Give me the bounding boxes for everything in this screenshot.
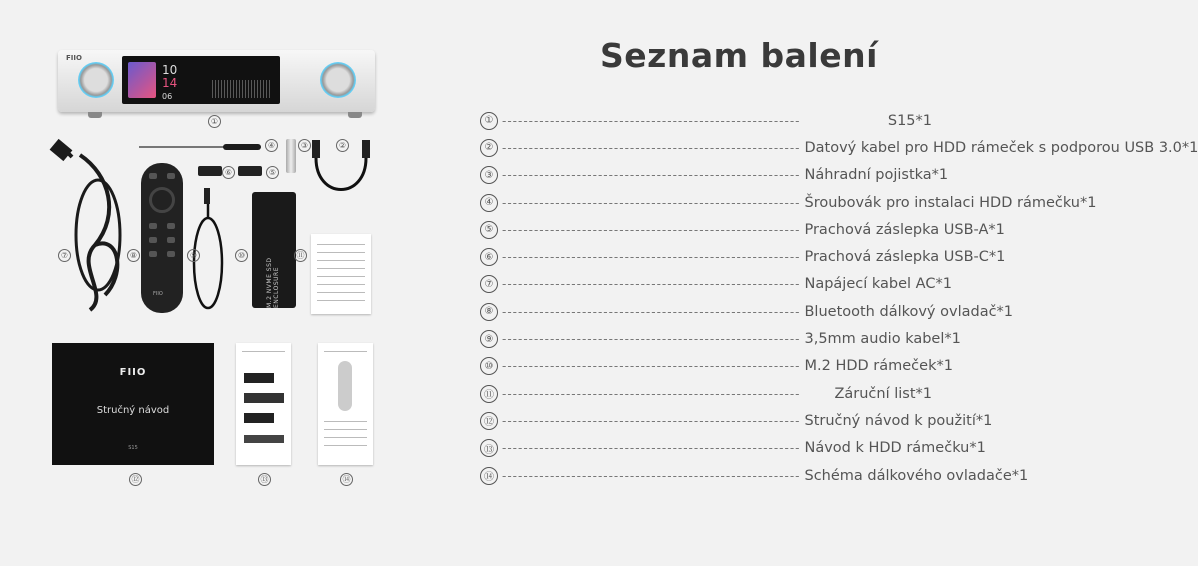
leader-dashes: --------------------------------------------------------	[502, 413, 801, 428]
remote-logo: FIIO	[153, 291, 163, 297]
m2-hdd-enclosure	[252, 192, 296, 308]
leader-dashes: --------------------------------------------------------	[502, 195, 801, 210]
screwdriver	[139, 144, 261, 150]
waveform	[212, 80, 272, 98]
item-label: Prachová záslepka USB-A*1	[804, 221, 1005, 238]
spare-fuse	[286, 139, 296, 173]
callout-3: ③	[298, 139, 311, 152]
leader-dashes: --------------------------------------------------------	[502, 304, 801, 319]
item-number: ⑦	[480, 275, 498, 293]
left-knob	[78, 62, 114, 98]
package-list-item	[480, 380, 932, 407]
package-list-item	[480, 162, 949, 189]
device-foot-left	[88, 112, 102, 118]
booklet-caption: Stručný návod	[96, 405, 170, 416]
item-number: ⑬	[480, 439, 498, 457]
package-list-item	[480, 298, 1014, 325]
package-list-item	[480, 134, 1198, 161]
item-label: Šroubovák pro instalaci HDD rámečku*1	[804, 194, 1097, 211]
callout-8: ⑧	[127, 249, 140, 262]
leader-dashes: --------------------------------------------------------	[502, 140, 801, 155]
booklet-brand: FIIO	[119, 367, 147, 378]
album-art	[128, 62, 156, 98]
callout-5: ⑤	[266, 166, 279, 179]
item-label: Napájecí kabel AC*1	[804, 276, 952, 293]
callout-4: ④	[265, 139, 278, 152]
package-list	[480, 107, 1198, 489]
item-number: ⑧	[480, 303, 498, 321]
package-list-item	[480, 435, 986, 462]
s15-device	[58, 50, 375, 112]
item-label: Bluetooth dálkový ovladač*1	[804, 303, 1014, 320]
item-number: ⑭	[480, 467, 498, 485]
callout-2: ②	[336, 139, 349, 152]
item-label: Stručný návod k použití*1	[804, 412, 993, 429]
item-number: ⑥	[480, 248, 498, 266]
callout-7: ⑦	[58, 249, 71, 262]
item-label: 3,5mm audio kabel*1	[804, 331, 961, 348]
package-list-item	[480, 325, 961, 352]
package-list-item	[480, 271, 952, 298]
device-foot-right	[348, 112, 362, 118]
item-number: ⑩	[480, 357, 498, 375]
leader-dashes: --------------------------------------------------------	[502, 277, 801, 292]
page-title: Seznam balení	[600, 36, 878, 75]
quick-guide-booklet	[52, 343, 214, 465]
callout-14: ⑭	[340, 473, 353, 486]
item-label: M.2 HDD rámeček*1	[804, 358, 953, 375]
item-label: Datový kabel pro HDD rámeček s podporou USB 3.0*1	[804, 139, 1198, 156]
usb-c-dust-plug	[198, 166, 222, 176]
package-list-item	[480, 462, 1029, 489]
item-label: Záruční list*1	[834, 385, 932, 402]
leader-dashes: --------------------------------------------------------	[502, 359, 801, 374]
leader-dashes: --------------------------------------------------------	[502, 386, 801, 401]
callout-9: ⑨	[187, 249, 200, 262]
leader-dashes: --------------------------------------------------------	[502, 168, 801, 183]
leader-dashes: --------------------------------------------------------	[502, 468, 801, 483]
booklet-model: S15	[128, 445, 138, 451]
callout-11: ⑪	[294, 249, 307, 262]
package-list-item	[480, 407, 993, 434]
item-label: Schéma dálkového ovladače*1	[804, 467, 1029, 484]
leader-dashes: --------------------------------------------------------	[502, 222, 801, 237]
right-knob	[320, 62, 356, 98]
item-number: ③	[480, 166, 498, 184]
clock-readout	[162, 64, 177, 103]
item-number: ④	[480, 194, 498, 212]
callout-1: ①	[208, 115, 221, 128]
item-label: Návod k HDD rámečku*1	[804, 440, 986, 457]
package-list-item	[480, 353, 953, 380]
item-number: ①	[480, 112, 498, 130]
item-label: Náhradní pojistka*1	[804, 167, 949, 184]
clock-hour: 10	[162, 63, 178, 77]
device-logo: FIIO	[66, 54, 82, 62]
package-list-item	[480, 216, 1005, 243]
warranty-card	[311, 234, 371, 314]
remote-diagram-sheet	[318, 343, 373, 465]
leader-dashes: --------------------------------------------------------	[502, 250, 801, 265]
item-number: ⑫	[480, 412, 498, 430]
ac-power-cable	[50, 135, 130, 315]
device-screen	[122, 56, 280, 104]
callout-6: ⑥	[222, 166, 235, 179]
hdd-enclosure-manual	[236, 343, 291, 465]
package-list-item	[480, 107, 932, 134]
leader-dashes: --------------------------------------------------------	[502, 441, 801, 456]
item-label: Prachová záslepka USB-C*1	[804, 249, 1006, 266]
callout-12: ⑫	[129, 473, 142, 486]
item-number: ⑤	[480, 221, 498, 239]
leader-dashes: --------------------------------------------------------	[502, 332, 801, 347]
item-number: ⑪	[480, 385, 498, 403]
callout-13: ⑬	[258, 473, 271, 486]
clock-minute: 14	[162, 76, 178, 90]
bluetooth-remote	[141, 163, 183, 313]
leader-dashes: --------------------------------------------------------	[502, 113, 801, 128]
ssd-label: M.2 NVME SSD ENCLOSURE	[266, 257, 280, 308]
item-label: S15*1	[887, 112, 932, 129]
package-list-item	[480, 189, 1097, 216]
item-number: ⑨	[480, 330, 498, 348]
usb-a-dust-plug	[238, 166, 262, 176]
item-number: ②	[480, 139, 498, 157]
package-list-item	[480, 243, 1006, 270]
clock-day: 06	[162, 92, 173, 101]
callout-10: ⑩	[235, 249, 248, 262]
